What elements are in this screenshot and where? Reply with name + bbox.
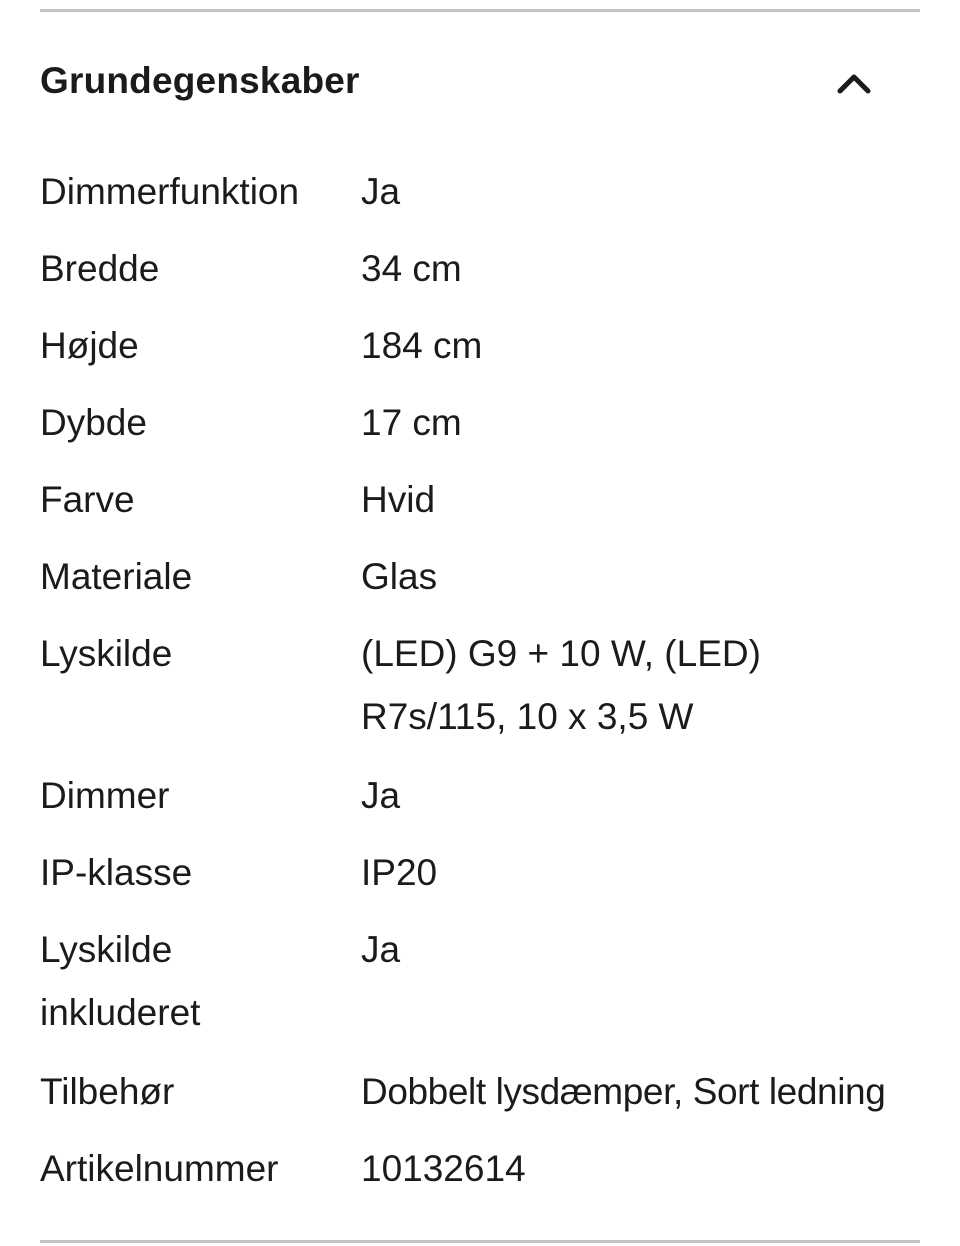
spec-row: [40, 622, 920, 764]
spec-row: [40, 918, 920, 1060]
spec-row: [40, 160, 920, 237]
spec-row: [40, 1137, 920, 1214]
spec-value: Dobbelt lysdæmper, Sort ledning: [361, 1071, 886, 1112]
spec-row: [40, 841, 920, 918]
spec-value: Ja: [361, 929, 401, 970]
spec-row: [40, 1060, 920, 1137]
spec-label: IP-klasse: [40, 852, 193, 893]
spec-label: Tilbehør: [40, 1071, 175, 1112]
spec-label: Lyskilde inkluderet: [40, 929, 201, 1033]
spec-value: 10132614: [361, 1148, 526, 1189]
spec-row: [40, 314, 920, 391]
spec-row: [40, 468, 920, 545]
section-title: Grundegenskaber: [40, 60, 360, 101]
chevron-up-icon[interactable]: [836, 68, 872, 96]
spec-label: Materiale: [40, 556, 193, 597]
top-divider: [40, 9, 920, 12]
spec-label: Farve: [40, 479, 135, 520]
specifications-list: [40, 160, 920, 1214]
spec-value: 184 cm: [361, 325, 483, 366]
spec-value: IP20: [361, 852, 438, 893]
spec-label: Højde: [40, 325, 139, 366]
spec-row: [40, 391, 920, 468]
bottom-divider: [40, 1240, 920, 1243]
spec-row: [40, 764, 920, 841]
spec-value: (LED) G9 + 10 W, (LED) R7s/115, 10 x 3,5 W: [361, 633, 761, 737]
spec-label: Bredde: [40, 248, 160, 289]
spec-label: Artikelnummer: [40, 1148, 279, 1189]
spec-value: Ja: [361, 775, 401, 816]
spec-value: Hvid: [361, 479, 436, 520]
spec-value: 17 cm: [361, 402, 462, 443]
spec-value: Glas: [361, 556, 438, 597]
accordion-header-grundegenskaber[interactable]: [40, 52, 920, 112]
spec-row: [40, 545, 920, 622]
spec-value: 34 cm: [361, 248, 462, 289]
spec-label: Dimmerfunktion: [40, 171, 300, 212]
spec-value: Ja: [361, 171, 401, 212]
spec-label: Dybde: [40, 402, 147, 443]
spec-label: Lyskilde: [40, 633, 173, 674]
spec-row: [40, 237, 920, 314]
spec-label: Dimmer: [40, 775, 170, 816]
